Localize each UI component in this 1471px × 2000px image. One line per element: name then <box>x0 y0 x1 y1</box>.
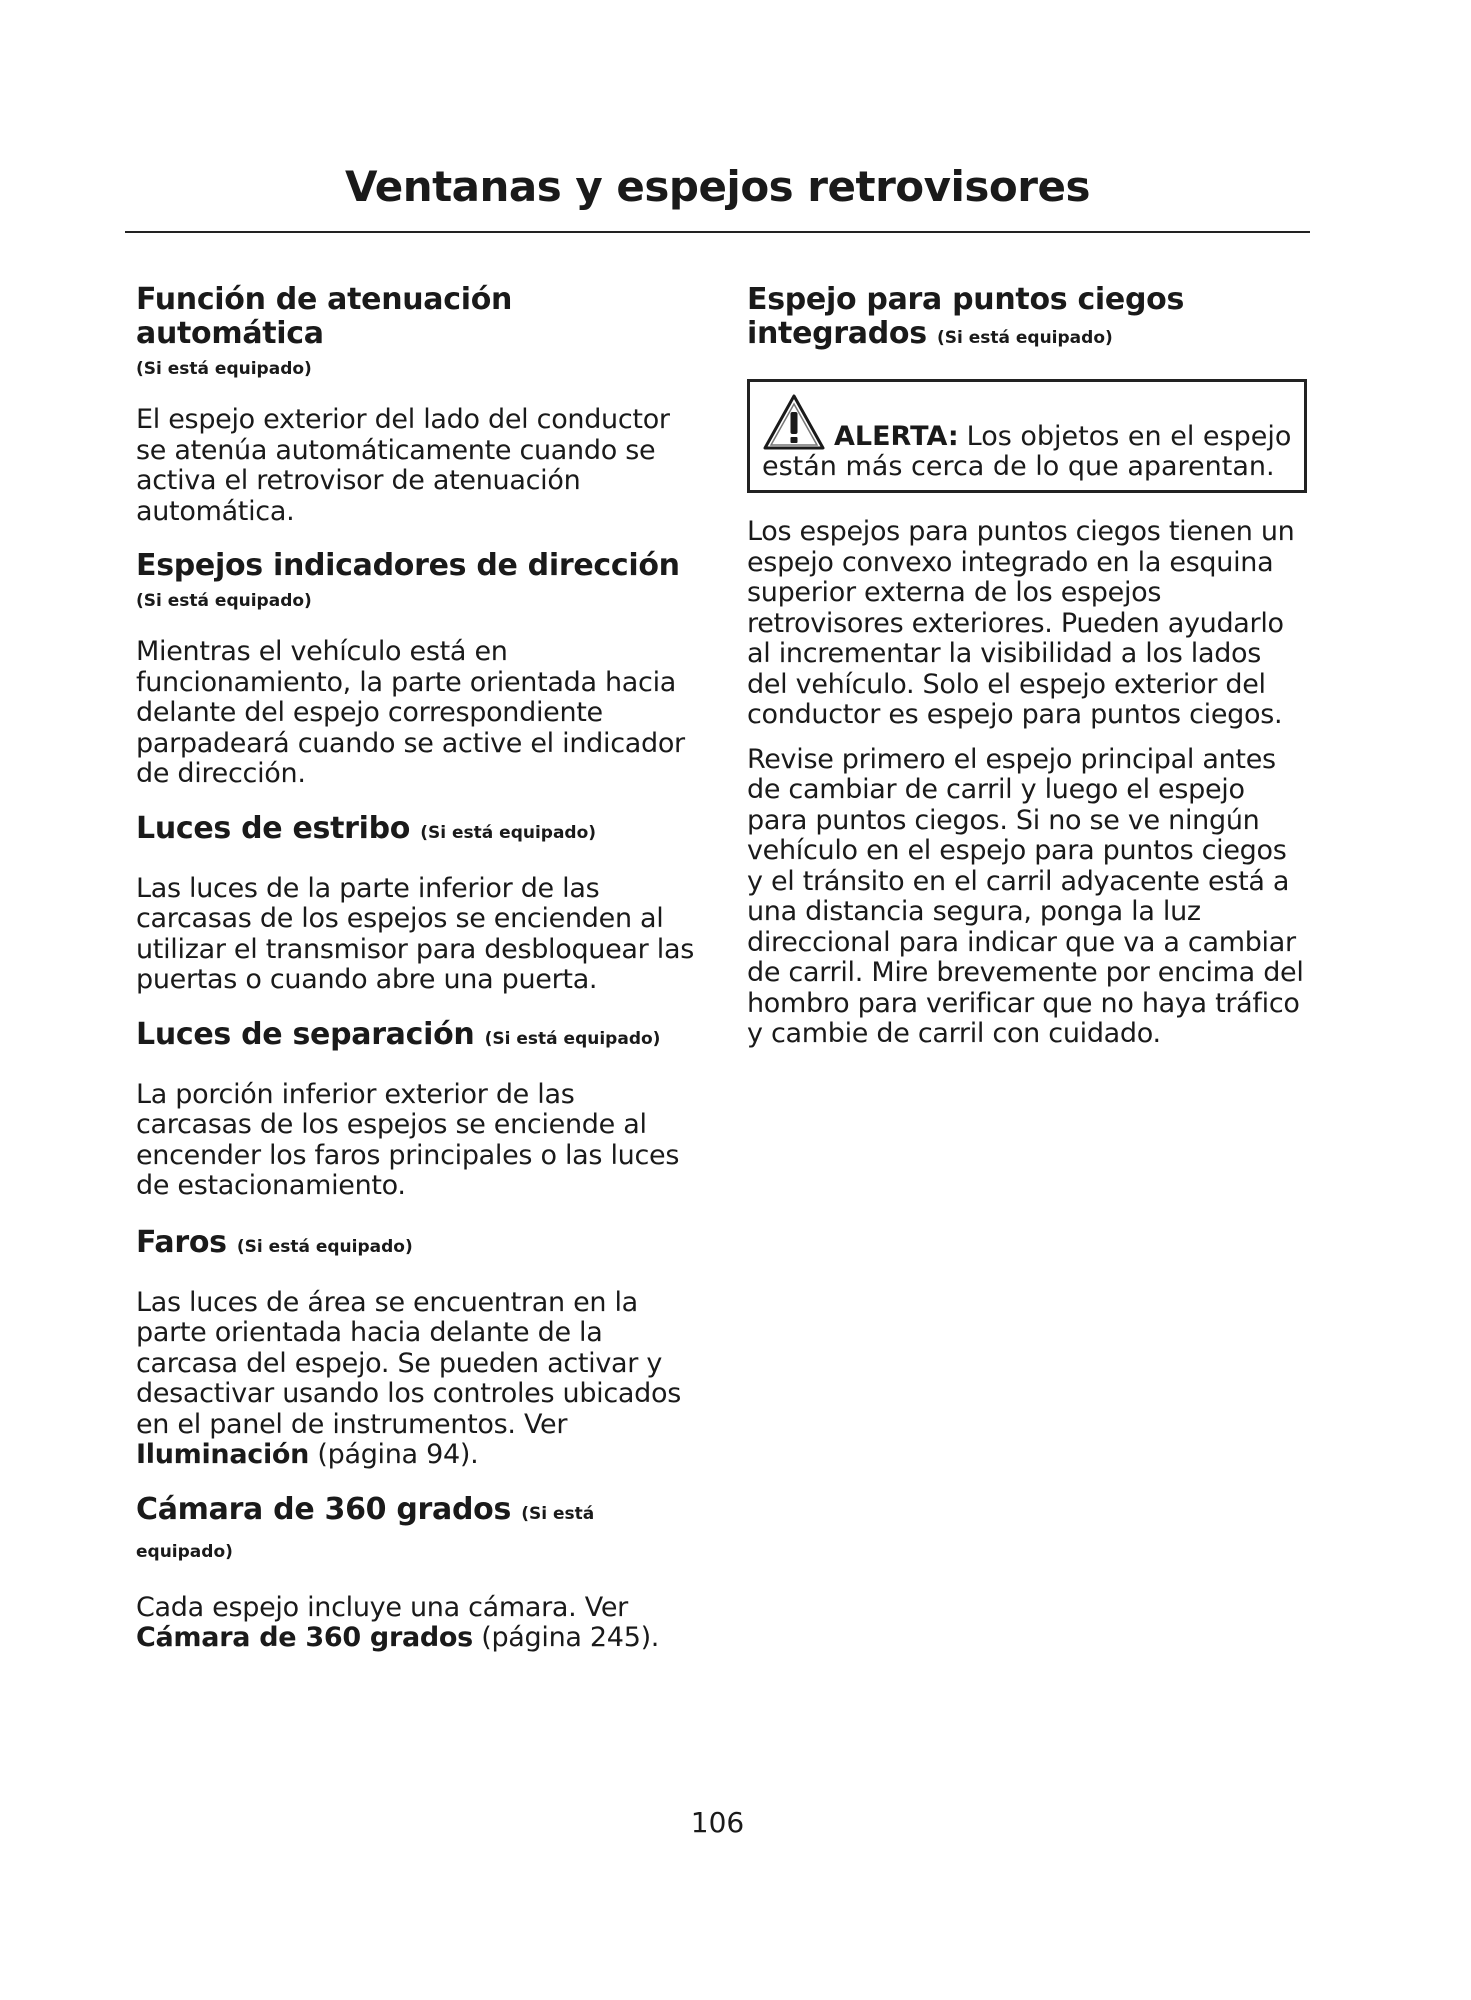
heading-text: Cámara de 360 grados <box>136 1491 512 1527</box>
equipped-note: (Si está equipado) <box>136 591 312 611</box>
alert-first-line <box>762 392 1292 452</box>
heading-text: Faros <box>136 1224 227 1260</box>
heading-line2: integrados <box>747 316 927 351</box>
page-title: Ventanas y espejos retrovisores <box>345 162 1090 211</box>
section-heading: Espejos indicadores de dirección <box>136 548 680 583</box>
section-body: Las luces de la parte inferior de las carcasas de los espejos se encienden al utilizar el transmisor para desbloquear las puertas o cuando abre una puerta. <box>136 872 694 995</box>
section-heading <box>136 1493 696 1569</box>
alert-label: ALERTA: <box>834 421 959 452</box>
section-body <box>136 1288 696 1471</box>
cross-reference-link[interactable]: Cámara de 360 grados <box>136 1622 473 1653</box>
section-body: Mientras el vehículo está en funcionamiento, la parte orientada hacia delante del espejo correspondiente parpadeará cuando se active el indicador de dirección. <box>136 636 685 789</box>
alert-text: Los objetos en el espejo <box>966 421 1292 452</box>
equipped-note: (Si está equipado) <box>136 359 312 379</box>
heading-line1: Espejo para puntos ciegos <box>747 282 1185 317</box>
page-number: 106 <box>690 1806 745 1839</box>
title-divider <box>125 231 1310 233</box>
equipped-note: (Si está equipado) <box>236 1236 413 1257</box>
section-body: El espejo exterior del lado del conductor se atenúa automáticamente cuando se activa el retrovisor de atenuación automática. <box>136 404 670 527</box>
page-reference: (página 245). <box>481 1622 660 1653</box>
body-text: Las luces de área se encuentran en la parte orientada hacia delante de la carcasa del espejo. Se pueden activar y desactivar usando los controles ubicados en el panel de instrumentos. Ver <box>136 1286 681 1440</box>
section-heading <box>747 283 1307 355</box>
heading-text: Luces de separación <box>136 1016 475 1052</box>
section-heading <box>136 812 696 850</box>
section-360-camera <box>136 1493 696 1654</box>
cross-reference-link[interactable]: Iluminación <box>136 1439 310 1470</box>
right-column <box>747 283 1307 1050</box>
section-heading <box>136 1226 696 1264</box>
page-reference: (página 94). <box>317 1439 479 1470</box>
alert-box <box>747 379 1307 493</box>
section-body: La porción inferior exterior de las carcasas de los espejos se enciende al encender los faros principales o las luces de estacionamiento. <box>136 1078 680 1201</box>
section-body <box>136 1593 696 1654</box>
equipped-note: (Si está equipado) <box>420 822 597 843</box>
body-text: Cada espejo incluye una cámara. Ver <box>136 1591 628 1623</box>
equipped-note: (Si está equipado) <box>136 1503 595 1562</box>
left-column <box>136 283 696 1654</box>
section-puddle-lamps <box>136 812 696 996</box>
paragraph: Los espejos para puntos ciegos tienen un espejo convexo integrado en la esquina superior externa de los espejos retrovisores exteriores. Pueden ayudarlo al incrementar la visibilidad a los lados del vehículo. Solo el espejo exterior del conductor es espejo para puntos ciegos. <box>747 516 1295 730</box>
alert-second-line: están más cerca de lo que aparentan. <box>762 451 1275 482</box>
equipped-note: (Si está equipado) <box>936 328 1113 348</box>
section-headlamps <box>136 1226 696 1471</box>
section-heading: Función de atenuación automática <box>136 282 513 351</box>
warning-triangle-icon <box>762 392 826 452</box>
equipped-note: (Si está equipado) <box>484 1028 661 1049</box>
heading-text: Luces de estribo <box>136 810 411 846</box>
paragraph: Revise primero el espejo principal antes de cambiar de carril y luego el espejo para puntos ciegos. Si no se ve ningún vehículo en el espejo para puntos ciegos y el tránsito en el carril adyacente está a una distancia segura, ponga la luz direccional para indicar que va a cambiar de carril. Mire brevemente por encima del hombro para verificar que no haya tráfico y cambie de carril con cuidado. <box>747 743 1304 1049</box>
section-heading <box>136 1018 696 1056</box>
section-auto-dimming <box>136 283 696 527</box>
section-blind-spot-mirror <box>747 283 1307 355</box>
section-separation-lamps <box>136 1018 696 1202</box>
section-direction-indicator-mirrors <box>136 549 696 790</box>
